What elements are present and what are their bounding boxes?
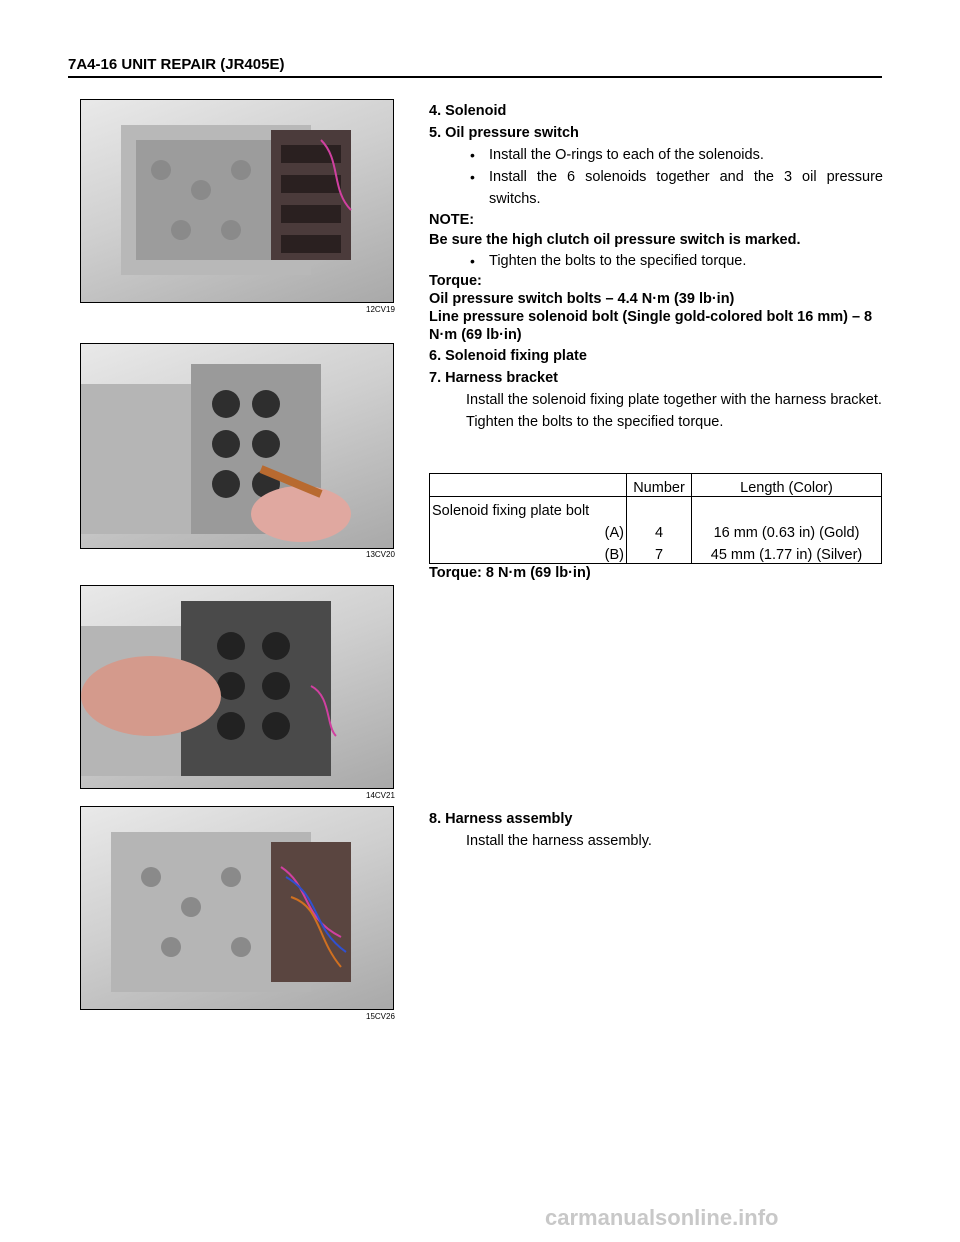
- section-harness: [429, 808, 883, 852]
- table-row: [430, 497, 882, 520]
- torque-label: Torque:: [429, 273, 482, 289]
- row-b-number: 7: [627, 541, 692, 564]
- row-a-number: 4: [627, 519, 692, 541]
- fixing-plate-illustration: [81, 586, 393, 788]
- table-corner: [430, 474, 627, 497]
- watermark: carmanualsonline.info: [545, 1205, 779, 1230]
- figure-4-photo: [80, 806, 394, 1010]
- figure-1-caption: 12CV19: [366, 305, 395, 314]
- page-header: 7A4-16 UNIT REPAIR (JR405E): [68, 56, 285, 73]
- torque-line-solenoid: Line pressure solenoid bolt (Single gold-colored bolt 16 mm) – 8 N·m (69 lb·in): [429, 309, 873, 343]
- figure-4-caption: 15CV26: [366, 1012, 395, 1021]
- row-b-id: (B): [430, 541, 627, 564]
- row-b-length: 45 mm (1.77 in) (Silver): [692, 541, 882, 564]
- bullet-install-solenoids: • Install the 6 solenoids together and the 3 oil pressure switchs.: [429, 166, 883, 210]
- header-number: Number: [627, 474, 692, 497]
- valve-body-illustration: [81, 100, 393, 302]
- step-5: 5. Oil pressure switch: [429, 125, 579, 141]
- section-fixing-plate: [429, 345, 883, 433]
- harness-assembly-illustration: [81, 807, 393, 1009]
- note-label: NOTE:: [429, 212, 475, 228]
- row-label: Solenoid fixing plate bolt: [430, 497, 627, 520]
- step-6: 6. Solenoid fixing plate: [429, 348, 587, 364]
- figure-2-photo: [80, 343, 394, 549]
- bullet-o-rings: • Install the O-rings to each of the solenoids.: [429, 144, 883, 166]
- figure-1-photo: [80, 99, 394, 303]
- figure-3-photo: [80, 585, 394, 789]
- table-row: [430, 541, 882, 564]
- torque-oil-switch: Oil pressure switch bolts – 4.4 N·m (39 lb·in): [429, 291, 735, 307]
- fixing-plate-instruction: Install the solenoid fixing plate together with the harness bracket.: [466, 392, 882, 408]
- header-length: Length (Color): [692, 474, 882, 497]
- row-a-id: (A): [430, 519, 627, 541]
- bolt-spec-table: [429, 473, 882, 564]
- figure-2-caption: 13CV20: [366, 550, 395, 559]
- note-text: Be sure the high clutch oil pressure switch is marked.: [429, 232, 801, 248]
- tighten-instruction: Tighten the bolts to the specified torque.: [466, 414, 724, 430]
- step-4: 4. Solenoid: [429, 103, 507, 119]
- header-rule: [68, 76, 882, 78]
- step-8: 8. Harness assembly: [429, 811, 573, 827]
- table-row: [430, 519, 882, 541]
- figure-3-caption: 14CV21: [366, 791, 395, 800]
- bullet-tighten: • Tighten the bolts to the specified torque.: [429, 250, 883, 272]
- table-header-row: [430, 474, 882, 497]
- fixing-plate-torque: Torque: 8 N·m (69 lb·in): [429, 565, 591, 581]
- row-a-length: 16 mm (0.63 in) (Gold): [692, 519, 882, 541]
- solenoid-install-illustration: [81, 344, 393, 548]
- step-7: 7. Harness bracket: [429, 370, 558, 386]
- section-solenoid: [429, 100, 883, 344]
- harness-instruction: Install the harness assembly.: [466, 833, 652, 849]
